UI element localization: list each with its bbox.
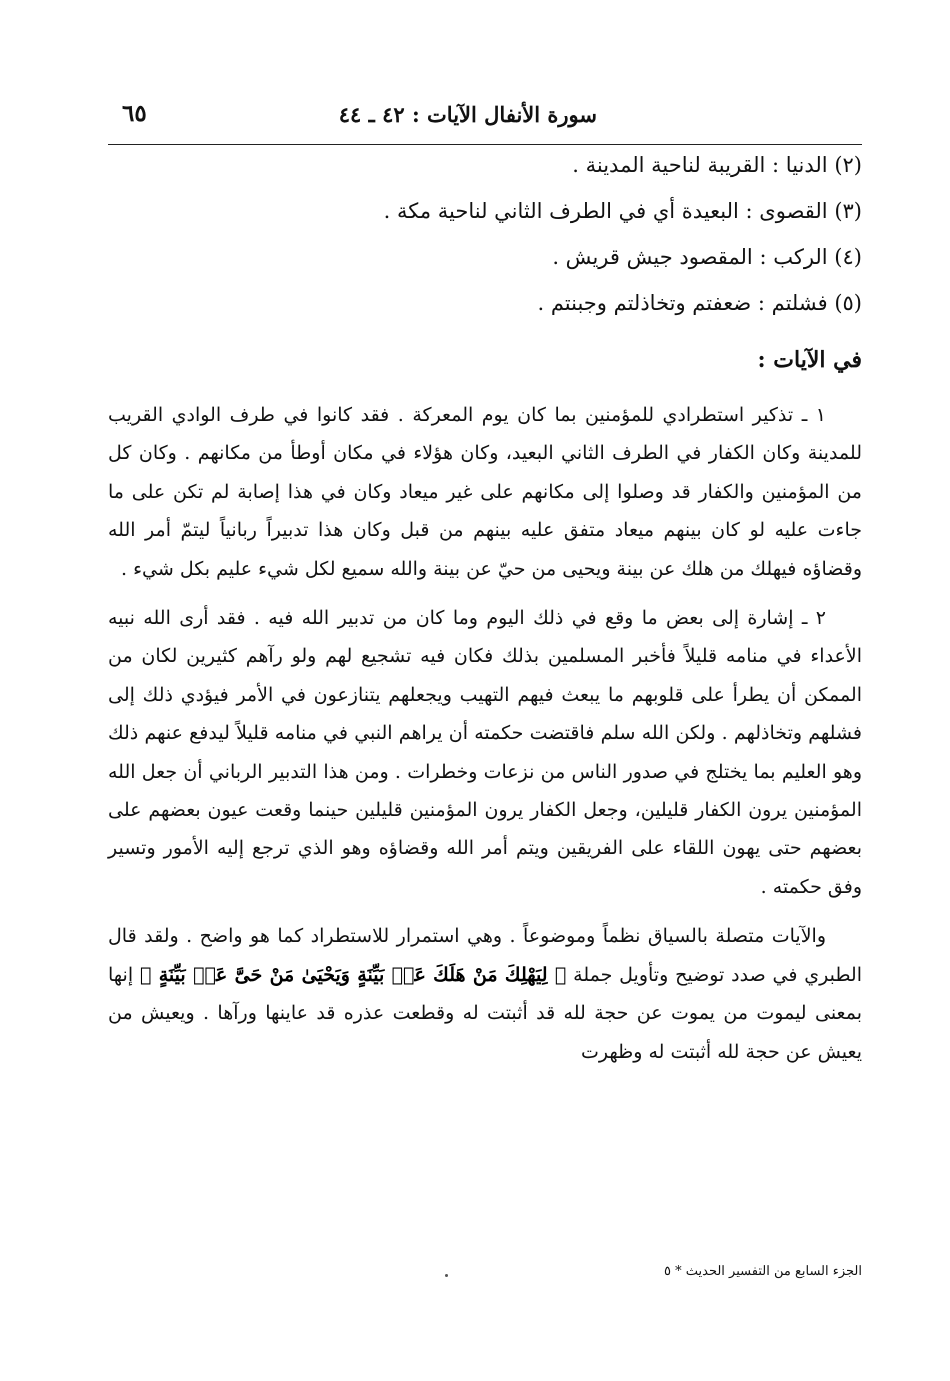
header-divider bbox=[108, 144, 862, 145]
paragraph-2: ٢ ـ إشارة إلى بعض ما وقع في ذلك اليوم وما كان من تدبير الله فيه . فقد أرى الله نبيه الأعداء في منامه قليلاً فأخبر المسلمين بذلك فكان فيه تشجيع لهم ولو رآهم كثيرين لكان من الممكن أن يطرأ على قلوبهم ما يبعث فيهم التهيب ويجعلهم يتنازعون في الأمر فيؤدي ذلك إلى فشلهم وتخاذلهم . ولكن الله سلم فاقتضت حكمته أن يراهم النبي في منامه قليلاً ليدفع عنهم ذلك وهو العليم بما يختلج في صدور الناس من نزعات وخطرات . ومن هذا التدبير الرباني أن جعل الله المؤمنين يرون الكفار قليلين، وجعل الكفار يرون المؤمنين قليلين حينما وقعت عيون بعضهم على بعضهم حتى يهون اللقاء على الفريقين ويتم أمر الله وقضاؤه وهو الذي ترجع إليه الأمور وتسير وفق حكمته . bbox=[108, 607, 862, 898]
print-speck bbox=[445, 1274, 448, 1277]
commentary-body bbox=[108, 396, 862, 1071]
paragraph-3-text-before: والآيات متصلة بالسياق نظماً وموضوعاً . وهي استمرار للاستطراد كما هو واضح . ولقد قال الطبري في صدد توضيح وتأويل جملة bbox=[108, 925, 863, 986]
section-heading: في الآيات : bbox=[757, 347, 862, 373]
footnote-5: (٥) فشلتم : ضعفتم وتخاذلتم وجبنتم . bbox=[537, 291, 862, 315]
footnote-2: (٢) الدنيا : القريبة لناحية المدينة . bbox=[572, 153, 862, 177]
quran-verse-quote: ﴿ لِيَهْلِكَ مَنْ هَلَكَ عَنۢ بَيِّنَةٍ وَيَحْيَىٰ مَنْ حَىَّ عَنۢ بَيِّنَةٍ ﴾ bbox=[139, 963, 567, 986]
footnotes-list bbox=[122, 152, 862, 336]
page-header bbox=[108, 96, 862, 136]
running-title: سورة الأنفال الآيات : ٤٢ ـ ٤٤ bbox=[338, 102, 597, 127]
footnote-3: (٣) القصوى : البعيدة أي في الطرف الثاني لناحية مكة . bbox=[383, 199, 862, 223]
page-number: ٦٥ bbox=[122, 100, 147, 127]
page-footer: الجزء السابع من التفسير الحديث * ٥ bbox=[664, 1264, 862, 1279]
paragraph-3 bbox=[108, 917, 862, 1071]
footnote-4: (٤) الركب : المقصود جيش قريش . bbox=[552, 245, 862, 269]
paragraph-3-text-after: إنها بمعنى ليموت من يموت عن حجة لله قد أثبتت له وقطعت عذره قد عاينها ورآها . ويعيش من يعيش عن حجة لله أثبتت له وظهرت bbox=[108, 963, 862, 1063]
paragraph-1: ١ ـ تذكير استطرادي للمؤمنين بما كان يوم المعركة . فقد كانوا في طرف الوادي القريب للمدينة وكان الكفار في الطرف الثاني البعيد، وكان هؤلاء في مكان أوطأ من مكانهم . وكان كل من المؤمنين والكفار قد وصلوا إلى مكانهم على غير ميعاد وكان في هذا إصابة لم تكن على ما جاءت عليه لو كان بينهم ميعاد متفق عليه بينهم من قبل وكان هذا تدبيراً ربانياً ليتمّ أمر الله وقضاؤه فيهلك من هلك عن بينة ويحيى من حيّ عن بينة والله سميع لكل شيء عليم بكل شيء . bbox=[108, 404, 862, 580]
